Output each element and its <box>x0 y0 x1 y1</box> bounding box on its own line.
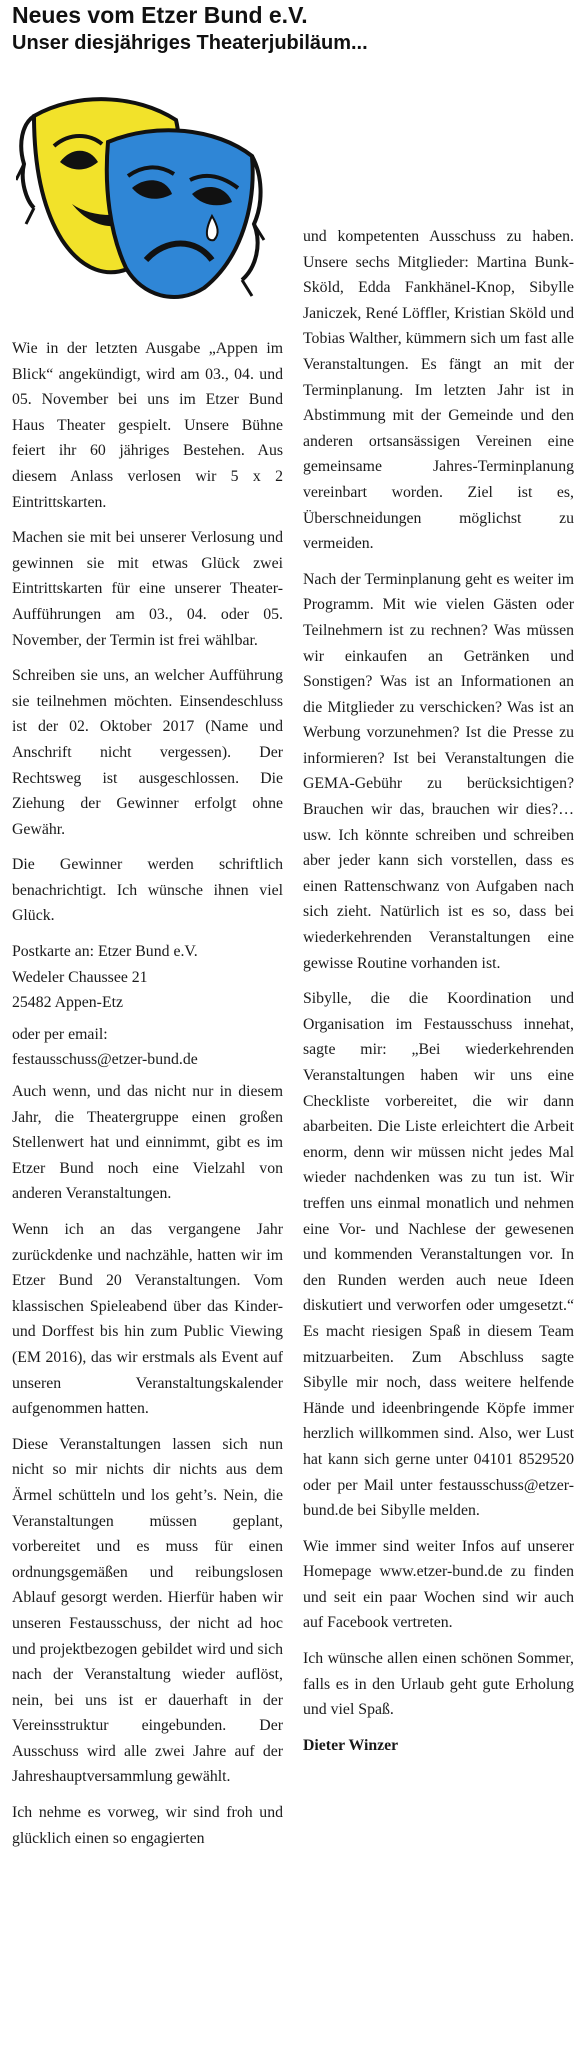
author-signature: Dieter Winzer <box>303 1736 399 1754</box>
paragraph: Sibylle, die die Koordination und Organisation im Festausschuss innehat, sagte mir: „Bei wiederkehrenden Veranstaltungen haben wir uns eine Checkliste vorbereitet, die wir dann abarbeiten. Die Liste erleichtert die Arbeit enorm, denn wir müssen nicht jedes Mal wieder nachdenken was zu tun ist. Wir treffen uns einmal monatlich und nehmen eine Vor- und Nachlese der gewesenen und kommenden Veranstaltungen vor. In den Runden werden auch neue Ideen diskutiert und verworfen oder umgesetzt.“ Es macht riesigen Spaß in diesem Team mitzuarbeiten. Zum Abschluss sagte Sibylle mir noch, dass weitere helfende Hände und ideenbringende Köpfe immer herzlich willkommen sind. Also, wer Lust hat kann sich gerne unter 04101 8529520 oder per Mail unter festausschuss@etzer-bund.de bei Sibylle melden. <box>303 990 574 1520</box>
paragraph: Wie immer sind weiter Infos auf unserer Homepage www.etzer-bund.de zu finden und seit ein paar Wochen sind wir auch auf Facebook vertreten. <box>303 1537 574 1632</box>
article-column-left <box>12 336 283 1861</box>
address-line: Wedeler Chaussee 21 <box>12 968 148 986</box>
paragraph: Schreiben sie uns, an welcher Aufführung sie teilnehmen möchten. Einsendeschluss ist der 02. Oktober 2017 (Name und Anschrift nicht vergessen). Der Rechtsweg ist ausgeschlossen. Die Ziehung der Gewinner erfolgt ohne Gewähr. <box>12 667 283 838</box>
postal-address <box>12 939 283 1016</box>
paragraph: Ich wünsche allen einen schönen Sommer, falls es in den Urlaub geht gute Erholung und viel Spaß. <box>303 1650 574 1719</box>
address-line: Postkarte an: Etzer Bund e.V. <box>12 943 198 961</box>
paragraph: Die Gewinner werden schriftlich benachrichtigt. Ich wünsche ihnen viel Glück. <box>12 856 283 925</box>
paragraph: Nach der Terminplanung geht es weiter im Programm. Mit wie vielen Gästen oder Teilnehmern ist zu rechnen? Was müssen wir einkaufen an Getränken und Sonstigen? Was ist an Informationen an die Mitglieder zu verschicken? Was ist an Werbung vorzunehmen? Ist die Presse zu informieren? Ist bei Veranstaltungen die GEMA-Gebühr zu berücksichtigen? Brauchen wir das, brauchen wir dies?…usw. Ich könnte schreiben und schreiben aber jeder kann sich vorstellen, dass es einen Rattenschwanz von Aufgaben nach sich zieht. Natürlich ist es so, dass bei wiederkehrenden Veranstaltungen eine gewisse Routine vorhanden ist. <box>303 570 574 972</box>
paragraph: Auch wenn, und das nicht nur in diesem Jahr, die Theatergruppe einen großen Stellenwert hat und einnimmt, gibt es im Etzer Bund noch eine Vielzahl von anderen Veranstaltungen. <box>12 1083 283 1203</box>
tragedy-mask-icon <box>107 130 264 297</box>
article-subtitle: Unser diesjähriges Theaterjubiläum... <box>12 32 368 54</box>
paragraph: Wenn ich an das vergangene Jahr zurückdenke und nachzähle, hatten wir im Etzer Bund 20 Veranstaltungen. Vom klassischen Spieleabend über das Kinder- und Dorffest bis hin zum Public Viewing (EM 2016), das wir erstmals als Event auf unseren Veranstaltungskalender aufgenommen hatten. <box>12 1221 283 1418</box>
theater-masks-icon <box>16 84 266 306</box>
article-title: Neues vom Etzer Bund e.V. <box>12 2 308 28</box>
paragraph: Machen sie mit bei unserer Verlosung und gewinnen sie mit etwas Glück zwei Eintrittskarten für eine unserer Theater-Aufführungen am 03., 04. oder 05. November, der Termin ist frei wählbar. <box>12 529 283 649</box>
email-address: festausschuss@etzer-bund.de <box>12 1051 198 1069</box>
email-contact <box>12 1022 283 1073</box>
paragraph: Wie in der letzten Ausgabe „Appen im Blick“ angekündigt, wird am 03., 04. und 05. November bei uns im Etzer Bund Haus Theater gespielt. Unsere Bühne feiert ihr 60 jähriges Bestehen. Aus diesem Anlass verlosen wir 5 x 2 Eintrittskarten. <box>12 340 283 511</box>
paragraph: Ich nehme es vorweg, wir sind froh und glücklich einen so engagierten <box>12 1804 283 1847</box>
address-line: 25482 Appen-Etz <box>12 994 123 1012</box>
email-label: oder per email: <box>12 1025 108 1043</box>
paragraph: und kompetenten Ausschuss zu haben. Unsere sechs Mitglieder: Martina Bunk-Sköld, Edda Fankhänel-Knop, Sibylle Janiczek, René Löffler, Kristian Sköld und Tobias Walther, kümmern sich um fast alle Veranstaltungen. Es fängt an mit der Terminplanung. Im letzten Jahr ist in Abstimmung mit der Gemeinde und den anderen ortsansässigen Vereinen eine gemeinsame Jahres-Terminplanung vereinbart worden. Ziel ist es, Überschneidungen möglichst zu vermeiden. <box>303 228 574 553</box>
paragraph: Diese Veranstaltungen lassen sich nun nicht so mir nichts dir nichts aus dem Ärmel schütteln und los geht’s. Nein, die Veranstaltungen müssen geplant, vorbereitet und es muss für einen ordnungsgemäßen und reibungslosen Ablauf gesorgt werden. Hierfür haben wir unseren Festausschuss, der nicht ad hoc und projektbezogen gebildet wird und sich nach der Veranstaltung wieder auflöst, nein, bei uns ist er dauerhaft in der Vereinsstruktur eingebunden. Der Ausschuss wird alle zwei Jahre auf der Jahreshauptversammlung gewählt. <box>12 1435 283 1786</box>
article-column-right <box>303 224 574 1758</box>
